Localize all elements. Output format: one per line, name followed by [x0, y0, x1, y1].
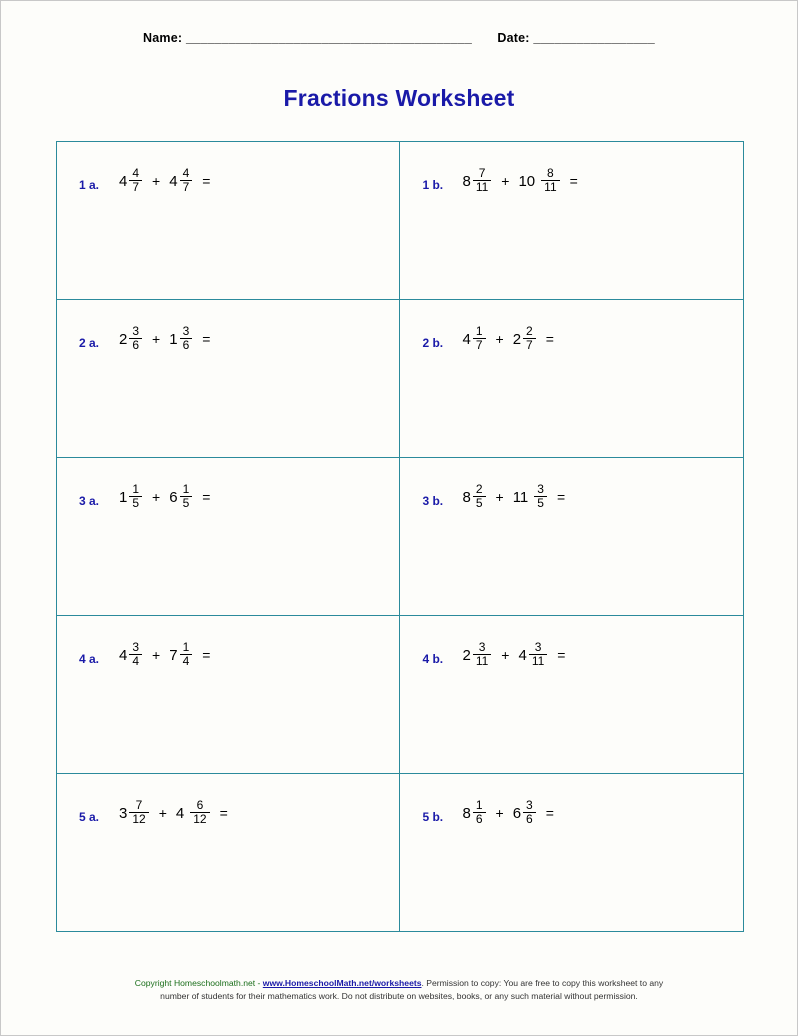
- operator: +: [501, 173, 510, 190]
- problem-cell[interactable]: [57, 774, 400, 932]
- denominator: 5: [473, 496, 486, 510]
- numerator: 4: [132, 166, 140, 180]
- permission-label: . Permission to copy:: [421, 978, 502, 989]
- numerator: 3: [132, 324, 140, 338]
- problem-cell[interactable]: [400, 142, 744, 300]
- whole-part: 4: [169, 172, 178, 190]
- table-row: [57, 616, 744, 774]
- denominator: 11: [529, 654, 547, 668]
- table-row: [57, 458, 744, 616]
- fraction: [473, 799, 486, 826]
- whole-part: 7: [169, 646, 178, 664]
- name-label: Name:: [143, 31, 183, 45]
- problem-cell[interactable]: [57, 616, 400, 774]
- numerator: 3: [534, 640, 542, 654]
- mixed-number: [119, 800, 150, 827]
- denominator: 12: [129, 812, 148, 826]
- numerator: 1: [132, 482, 140, 496]
- operator: +: [152, 173, 161, 190]
- problem-expression: [113, 326, 210, 353]
- problem-cell[interactable]: [57, 300, 400, 458]
- equals-sign: =: [569, 173, 578, 190]
- operator: +: [495, 331, 504, 348]
- mixed-number: [462, 168, 492, 195]
- mixed-number: [169, 168, 193, 195]
- equals-sign: =: [202, 331, 211, 348]
- mixed-number: [119, 168, 143, 195]
- denominator: 5: [534, 496, 547, 510]
- fraction: [180, 167, 193, 194]
- mixed-number: [176, 800, 211, 827]
- copyright-text: Copyright Homeschoolmath.net -: [134, 978, 263, 989]
- fraction: [129, 483, 142, 510]
- denominator: 6: [523, 812, 536, 826]
- equals-sign: =: [202, 647, 211, 664]
- numerator: 3: [478, 640, 486, 654]
- problem-cell[interactable]: [57, 142, 400, 300]
- fraction: [473, 483, 486, 510]
- numerator: 8: [547, 166, 554, 180]
- fraction: [129, 167, 142, 194]
- equals-sign: =: [557, 647, 566, 664]
- mixed-number: [119, 484, 143, 511]
- name-blank[interactable]: ________________________________________: [185, 31, 473, 45]
- whole-part: 6: [512, 804, 522, 822]
- denominator: 6: [129, 338, 142, 352]
- problem-expression: [113, 800, 228, 827]
- footer-line-2: number of students for their mathematics work. Do not distribute on websites, books, or any such material without permission.: [160, 991, 638, 1002]
- fraction: [129, 641, 142, 668]
- numerator: 3: [132, 640, 140, 654]
- denominator: 5: [129, 496, 142, 510]
- denominator: 6: [473, 812, 486, 826]
- denominator: 7: [473, 338, 486, 352]
- whole-part: 4: [518, 646, 527, 664]
- whole-part: 1: [169, 330, 178, 348]
- whole-part: 4: [175, 804, 185, 822]
- denominator: 12: [190, 812, 209, 826]
- operator: +: [152, 489, 161, 506]
- whole-part: 3: [119, 804, 128, 822]
- problem-expression: [456, 484, 565, 511]
- whole-part: 6: [169, 488, 178, 506]
- mixed-number: [518, 642, 548, 669]
- problem-cell[interactable]: [57, 458, 400, 616]
- table-row: [57, 300, 744, 458]
- numerator: 3: [526, 798, 533, 812]
- problem-expression: [113, 168, 210, 195]
- numerator: 4: [182, 166, 190, 180]
- whole-part: 11: [512, 488, 529, 506]
- date-blank[interactable]: _________________: [533, 31, 655, 45]
- problem-label: 2 b.: [422, 336, 444, 350]
- denominator: 7: [180, 180, 193, 194]
- numerator: 1: [182, 482, 190, 496]
- operator: +: [495, 805, 504, 822]
- problem-label: 2 a.: [79, 336, 100, 350]
- numerator: 7: [135, 798, 143, 812]
- fraction: [180, 641, 193, 668]
- problem-expression: [456, 800, 553, 827]
- mixed-number: [169, 642, 193, 669]
- mixed-number: [462, 326, 486, 353]
- denominator: 11: [541, 180, 559, 194]
- mixed-number: [462, 800, 486, 827]
- problem-label: 3 a.: [79, 494, 100, 508]
- denominator: 11: [473, 180, 491, 194]
- problem-expression: [113, 484, 210, 511]
- problem-cell[interactable]: [400, 616, 744, 774]
- mixed-number: [462, 642, 492, 669]
- fraction: [529, 641, 547, 668]
- homeschoolmath-link[interactable]: www.HomeschoolMath.net/worksheets: [262, 978, 422, 989]
- whole-part: 2: [512, 330, 522, 348]
- equals-sign: =: [545, 331, 554, 348]
- whole-part: 4: [462, 330, 471, 348]
- numerator: 1: [475, 324, 483, 338]
- mixed-number: [513, 326, 537, 353]
- operator: +: [152, 331, 161, 348]
- whole-part: 8: [462, 488, 471, 506]
- whole-part: 8: [462, 172, 471, 190]
- denominator: 7: [129, 180, 142, 194]
- operator: +: [501, 647, 510, 664]
- problem-label: 1 b.: [422, 178, 444, 192]
- equals-sign: =: [202, 173, 211, 190]
- equals-sign: =: [556, 489, 566, 506]
- denominator: 11: [473, 654, 491, 668]
- mixed-number: [119, 326, 143, 353]
- page-title: Fractions Worksheet: [283, 85, 515, 111]
- mixed-number: [513, 484, 548, 511]
- problem-label: 3 b.: [422, 494, 444, 508]
- problem-expression: [456, 168, 577, 195]
- numerator: 3: [182, 324, 190, 338]
- whole-part: 4: [119, 172, 128, 190]
- mixed-number: [119, 642, 143, 669]
- denominator: 4: [180, 654, 193, 668]
- problem-cell[interactable]: [400, 300, 744, 458]
- fraction: [180, 325, 193, 352]
- mixed-number: [462, 484, 486, 511]
- fraction: [180, 483, 193, 510]
- numerator: 3: [537, 482, 544, 496]
- numerator: 1: [475, 798, 483, 812]
- problem-cell[interactable]: [400, 458, 744, 616]
- operator: +: [495, 489, 504, 506]
- denominator: 4: [129, 654, 142, 668]
- equals-sign: =: [219, 805, 228, 822]
- mixed-number: [169, 326, 193, 353]
- fraction: [129, 325, 142, 352]
- whole-part: 2: [119, 330, 128, 348]
- fraction: [534, 483, 547, 510]
- whole-part: 10: [518, 172, 536, 190]
- fraction: [541, 167, 559, 194]
- mixed-number: [513, 800, 537, 827]
- problem-expression: [456, 326, 553, 353]
- operator: +: [152, 647, 161, 664]
- whole-part: 4: [119, 646, 128, 664]
- problem-expression: [456, 642, 565, 669]
- fraction: [129, 799, 148, 826]
- denominator: 7: [523, 338, 536, 352]
- numerator: 2: [475, 482, 483, 496]
- problem-label: 4 a.: [79, 652, 100, 666]
- mixed-number: [169, 484, 193, 511]
- numerator: 6: [196, 798, 204, 812]
- footer: [1, 977, 797, 1003]
- mixed-number: [518, 168, 560, 195]
- fraction: [473, 641, 491, 668]
- problem-label: 5 b.: [422, 810, 444, 824]
- permission-rest: You are free to copy this worksheet to any: [501, 978, 664, 989]
- whole-part: 2: [462, 646, 471, 664]
- fraction: [473, 325, 486, 352]
- equals-sign: =: [545, 805, 554, 822]
- numerator: 1: [182, 640, 190, 654]
- fraction: [190, 799, 209, 826]
- denominator: 5: [180, 496, 193, 510]
- name-date-line: [1, 31, 797, 45]
- problem-label: 5 a.: [79, 810, 100, 824]
- whole-part: 8: [462, 804, 471, 822]
- numerator: 2: [526, 324, 533, 338]
- operator: +: [158, 805, 167, 822]
- problems-grid: [56, 141, 744, 932]
- table-row: [57, 774, 744, 932]
- problem-label: 4 b.: [422, 652, 444, 666]
- problem-expression: [113, 642, 210, 669]
- fraction: [523, 325, 536, 352]
- whole-part: 1: [119, 488, 128, 506]
- problem-cell[interactable]: [400, 774, 744, 932]
- footer-line-1: [1, 977, 797, 990]
- date-label: Date:: [497, 31, 530, 45]
- denominator: 6: [180, 338, 193, 352]
- fraction: [523, 799, 536, 826]
- fraction: [473, 167, 491, 194]
- numerator: 7: [478, 166, 486, 180]
- table-row: [57, 142, 744, 300]
- equals-sign: =: [202, 489, 211, 506]
- problem-label: 1 a.: [79, 178, 100, 192]
